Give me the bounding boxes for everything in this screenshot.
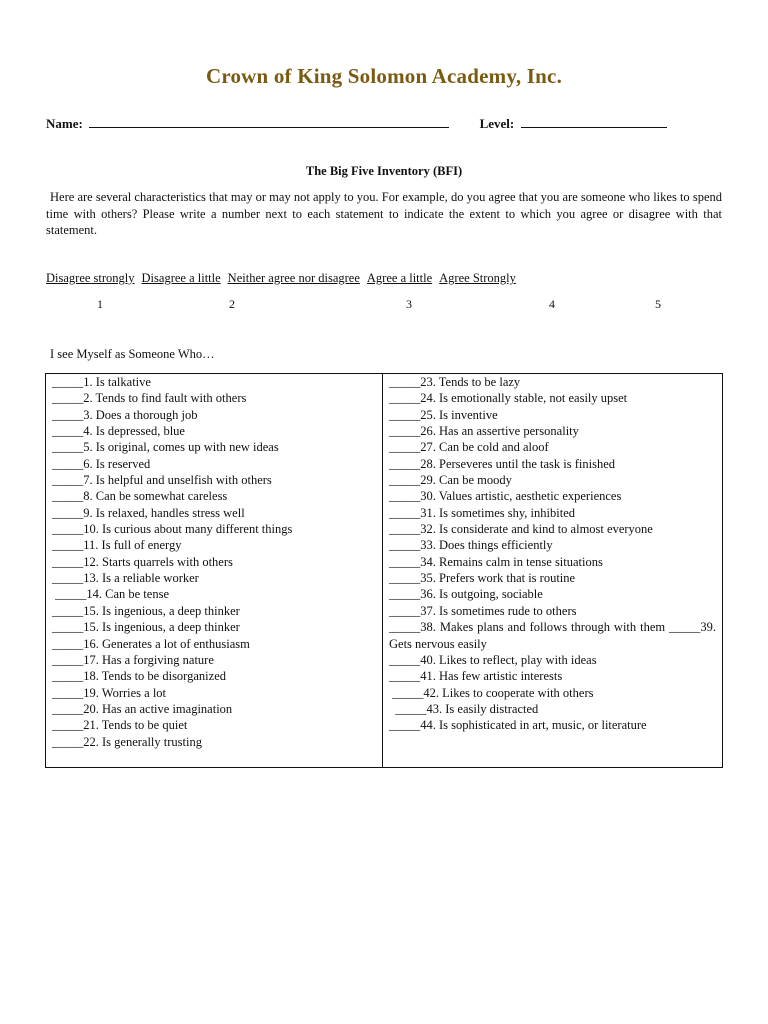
inventory-item[interactable]: _____37. Is sometimes rude to others <box>389 603 577 618</box>
name-level-row: Name: Level: <box>46 115 667 132</box>
inventory-item[interactable]: _____24. Is emotionally stable, not easily upset <box>389 391 628 406</box>
inventory-item[interactable]: _____9. Is relaxed, handles stress well <box>52 505 245 520</box>
inventory-item[interactable]: _____29. Can be moody <box>389 473 512 488</box>
inventory-item[interactable]: _____21. Tends to be quiet <box>52 718 188 733</box>
scale-label-4: Agree a little <box>366 271 433 285</box>
inventory-item[interactable]: _____10. Is curious about many different things <box>52 522 293 537</box>
inventory-item[interactable]: _____26. Has an assertive personality <box>389 424 579 439</box>
inventory-item[interactable]: _____43. Is easily distracted <box>389 701 539 716</box>
scale-label-1: Disagree strongly <box>46 271 135 285</box>
inventory-item[interactable]: _____6. Is reserved <box>52 456 151 471</box>
items-column-left <box>46 374 383 767</box>
inventory-item[interactable]: _____2. Tends to find fault with others <box>52 391 247 406</box>
scale-number-3: 3 <box>406 297 412 311</box>
level-field-line[interactable] <box>521 115 667 128</box>
scale-label-2: Disagree a little <box>141 271 221 285</box>
inventory-item[interactable]: _____27. Can be cold and aloof <box>389 440 549 455</box>
inventory-item[interactable]: _____28. Perseveres until the task is finished <box>389 456 616 471</box>
inventory-item[interactable]: _____44. Is sophisticated in art, music, or literature <box>389 718 647 733</box>
inventory-item[interactable]: _____38. Makes plans and follows through with them _____39. Gets nervous easily <box>389 620 716 651</box>
inventory-item[interactable]: _____35. Prefers work that is routine <box>389 571 576 586</box>
inventory-item[interactable]: _____30. Values artistic, aesthetic experiences <box>389 489 622 504</box>
inventory-item[interactable]: _____1. Is talkative <box>52 375 151 389</box>
inventory-item[interactable]: _____41. Has few artistic interests <box>389 669 563 684</box>
inventory-item[interactable]: _____16. Generates a lot of enthusiasm <box>52 636 250 651</box>
inventory-item[interactable]: _____19. Worries a lot <box>52 685 167 700</box>
inventory-item[interactable]: _____25. Is inventive <box>389 407 498 422</box>
inventory-item[interactable]: _____15. Is ingenious, a deep thinker <box>52 603 240 618</box>
items-column-right <box>383 374 722 767</box>
inventory-item[interactable]: _____33. Does things efficiently <box>389 538 553 553</box>
name-field-line[interactable] <box>89 115 449 128</box>
inventory-item[interactable]: _____7. Is helpful and unselfish with others <box>52 473 272 488</box>
inventory-item[interactable]: _____22. Is generally trusting <box>52 734 202 749</box>
instructions-paragraph: Here are several characteristics that may or may not apply to you. For example, do you agree that you are someone who likes to spend time with others? Please write a number next to each statement to indicate the extent to which you agree or disagree with that statement. <box>46 190 722 237</box>
inventory-item[interactable]: _____34. Remains calm in tense situations <box>389 554 603 569</box>
inventory-item[interactable]: _____18. Tends to be disorganized <box>52 669 226 684</box>
inventory-item[interactable]: _____20. Has an active imagination <box>52 701 233 716</box>
inventory-item[interactable]: _____12. Starts quarrels with others <box>52 554 233 569</box>
inventory-item[interactable]: _____31. Is sometimes shy, inhibited <box>389 505 575 520</box>
inventory-item[interactable]: _____15. Is ingenious, a deep thinker <box>52 620 240 635</box>
level-label: Level <box>479 116 510 131</box>
inventory-item[interactable]: _____8. Can be somewhat careless <box>52 489 228 504</box>
inventory-item[interactable]: _____40. Likes to reflect, play with ideas <box>389 652 597 667</box>
inventory-item[interactable]: _____13. Is a reliable worker <box>52 571 199 586</box>
scale-number-5: 5 <box>655 297 661 311</box>
scale-labels <box>46 271 523 286</box>
inventory-item[interactable]: _____32. Is considerate and kind to almost everyone <box>389 522 653 537</box>
self-description-prompt: I see Myself as Someone Who… <box>50 347 215 361</box>
scale-number-4: 4 <box>549 297 555 311</box>
inventory-title: The Big Five Inventory (BFI) <box>305 164 463 178</box>
inventory-item[interactable]: _____36. Is outgoing, sociable <box>389 587 543 602</box>
inventory-item[interactable]: _____42. Likes to cooperate with others <box>389 685 594 700</box>
scale-number-1: 1 <box>97 297 103 311</box>
items-table <box>45 373 723 768</box>
academy-title: Crown of King Solomon Academy, Inc. <box>205 64 563 88</box>
scale-number-2: 2 <box>229 297 235 311</box>
scale-label-3: Neither agree nor disagree <box>227 271 360 285</box>
inventory-item[interactable]: _____17. Has a forgiving nature <box>52 652 214 667</box>
inventory-item[interactable]: _____14. Can be tense <box>52 587 169 602</box>
inventory-item[interactable]: _____4. Is depressed, blue <box>52 424 185 439</box>
inventory-item[interactable]: _____3. Does a thorough job <box>52 407 198 422</box>
name-label: Name <box>46 116 79 131</box>
inventory-item[interactable]: _____23. Tends to be lazy <box>389 375 521 389</box>
scale-label-5: Agree Strongly <box>439 271 516 285</box>
inventory-item[interactable]: _____5. Is original, comes up with new ideas <box>52 440 279 455</box>
inventory-item[interactable]: _____11. Is full of energy <box>52 538 182 553</box>
